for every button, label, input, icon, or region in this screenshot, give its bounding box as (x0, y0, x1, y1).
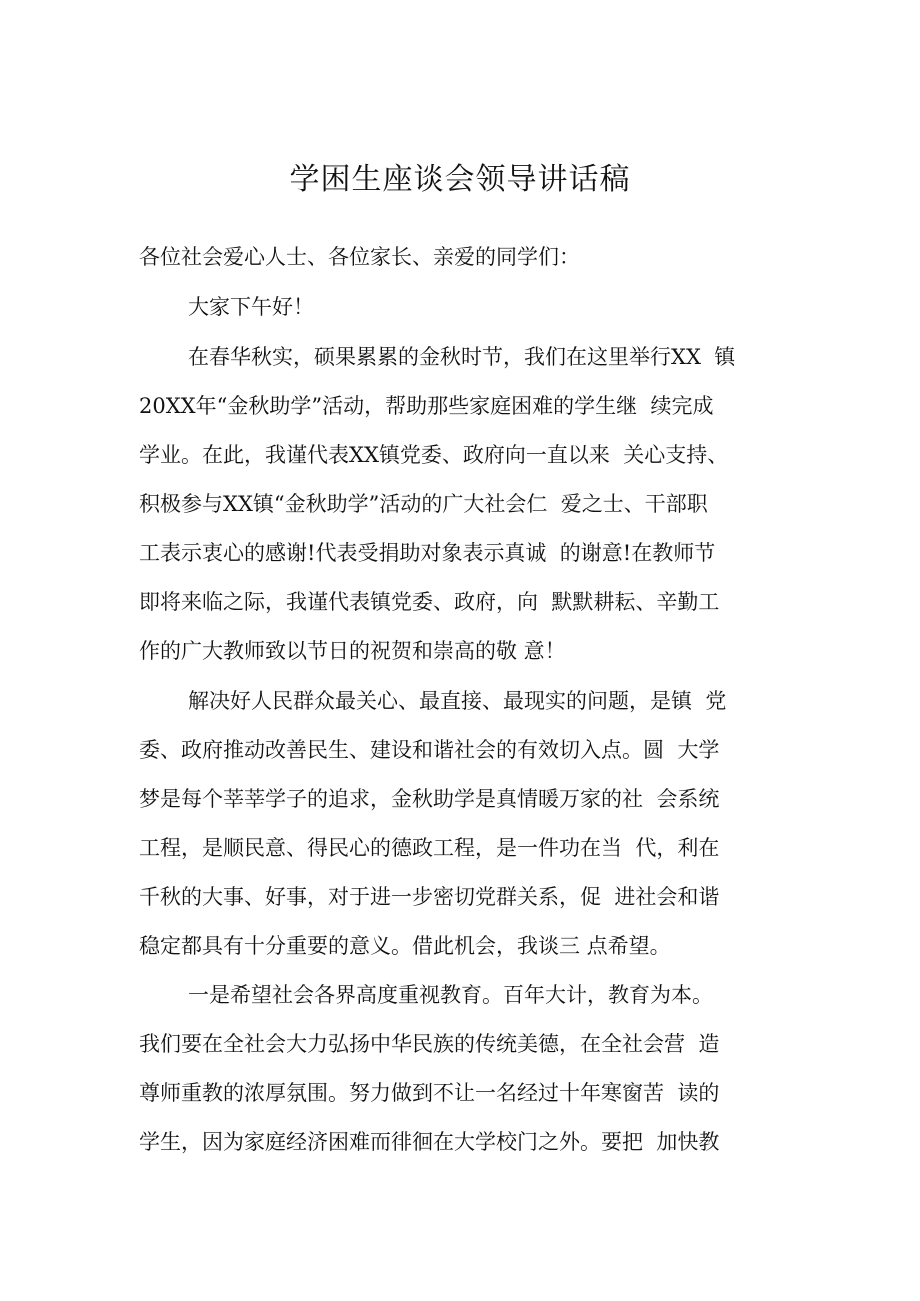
paragraph-2-line-1: 解决好人民群众最关心、最直接、最现实的问题，是镇 党 (188, 689, 727, 713)
paragraph-2-line-5: 千秋的大事、好事，对于进一步密切党群关系，促 进社会和谐 (139, 885, 720, 909)
greeting-line: 大家下午好！ (188, 295, 314, 319)
paragraph-2-line-6: 稳定都具有十分重要的意义。借此机会，我谈三 点希望。 (139, 934, 671, 958)
paragraph-2-line-3: 梦是每个莘莘学子的追求，金秋助学是真情暖万家的社 会系统 (139, 787, 720, 811)
paragraph-1-line-6: 即将来临之际，我谨代表镇党委、政府，向 默默耕耘、辛勤工 (139, 590, 720, 614)
paragraph-3-line-1: 一是希望社会各界高度重视教育。百年大计，教育为本。 (188, 983, 713, 1007)
paragraph-3-line-4: 学生，因为家庭经济困难而徘徊在大学校门之外。要把 加快教 (139, 1130, 720, 1154)
paragraph-1-line-7: 作的广大教师致以节日的祝贺和崇高的敬 意！ (139, 639, 566, 663)
paragraph-1-line-3: 学业。在此，我谨代表XX镇党委、政府向一直以来 关心支持、 (139, 443, 729, 467)
paragraph-3-line-3: 尊师重教的浓厚氛围。努力做到不让一名经过十年寒窗苦 读的 (139, 1081, 720, 1105)
paragraph-2-line-4: 工程，是顺民意、得民心的德政工程，是一件功在当 代，利在 (139, 836, 720, 860)
document-title: 学困生座谈会领导讲话稿 (289, 162, 631, 197)
paragraph-2-line-2: 委、政府推动改善民生、建设和谐社会的有效切入点。圆 大学 (139, 738, 720, 762)
paragraph-1-line-5: 工表示衷心的感谢!代表受捐助对象表示真诚 的谢意!在教师节 (139, 541, 716, 565)
paragraph-1-line-2: 20XX年“金秋助学”活动，帮助那些家庭困难的学生继 续完成 (139, 394, 714, 418)
paragraph-1-line-4: 积极参与XX镇“金秋助学”活动的广大社会仁 爱之士、干部职 (139, 492, 708, 516)
paragraph-3-line-2: 我们要在全社会大力弘扬中华民族的传统美德，在全社会营 造 (139, 1032, 720, 1056)
paragraph-1-line-1: 在春华秋实，硕果累累的金秋时节，我们在这里举行XX 镇 (188, 345, 736, 369)
salutation-line: 各位社会爱心人士、各位家长、亲爱的同学们： (139, 245, 580, 269)
